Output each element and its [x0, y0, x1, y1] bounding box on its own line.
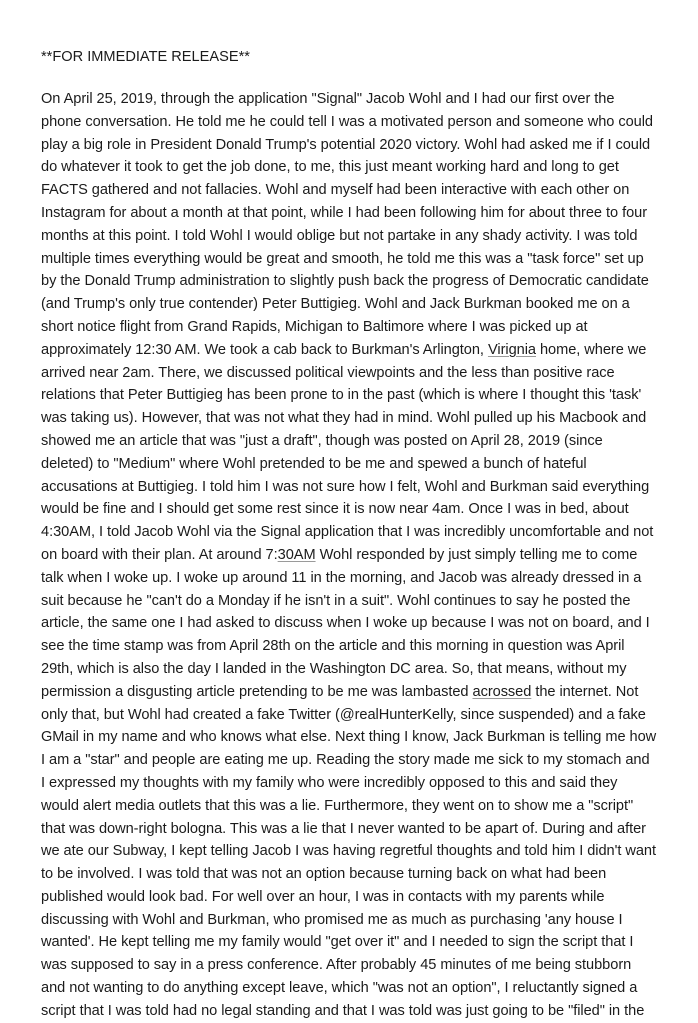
spelling-flag-30am: 30AM — [277, 546, 316, 563]
body-line: relations that Peter Buttigieg has been prone to in the past (which is where I thought this 'task' — [41, 387, 642, 404]
body-line-start: approximately 12:30 AM. We took a cab back to Burkman's Arlington, — [41, 341, 488, 358]
body-line: 29th, which is also the day I landed in the Washington DC area. So, that means, without my — [41, 660, 627, 677]
body-line: talk when I woke up. I woke up around 11 in the morning, and Jacob was already dressed in a — [41, 569, 642, 586]
body-line: do whatever it took to get the job done, to me, this just meant working hard and long to get — [41, 159, 619, 176]
body-line: phone conversation. He told me he could tell I was a motivated person and someone who could — [41, 113, 654, 130]
body-line: play a big role in President Donald Trump's potential 2020 victory. Wohl had asked me if I could — [41, 136, 651, 153]
body-line: (and Trump's only true contender) Peter Buttigieg. Wohl and Jack Burkman booked me on a — [41, 296, 630, 313]
body-line: would be fine and I should get some rest since it is now near 4am. Once I was in bed, about — [41, 501, 629, 518]
body-line: multiple times everything would be great and smooth, he told me this was a "task force" set up — [41, 250, 644, 267]
body-line — [41, 339, 681, 362]
body-line: months at this point. I told Wohl I would oblige but not partake in any shady activity. I was told — [41, 227, 638, 244]
body-line: arrived near 2am. There, we discussed political viewpoints and the less than positive race — [41, 364, 615, 381]
spelling-flag-virignia: Virignia — [487, 341, 536, 358]
body-line: we ate our Subway, I kept telling Jacob I was having regretful thoughts and told him I didn't want — [41, 843, 656, 860]
body-line: published would look bad. For well over an hour, I was in contacts with my parents while — [41, 888, 605, 905]
body-line-end: the internet. Not — [531, 683, 639, 700]
body-line: was taking us). However, that was not what they had in mind. Wohl pulled up his Macbook and — [41, 410, 647, 427]
body-line: I am a "star" and people are eating me up. Reading the story made me sick to my stomach and — [41, 752, 650, 769]
body-line-start: permission a disgusting article pretending to be me was lambasted — [41, 683, 473, 700]
body-line: by the Donald Trump administration to slightly push back the progress of Democratic candidate — [41, 273, 649, 290]
body-line: only that, but Wohl had created a fake Twitter (@realHunterKelly, since suspended) and a fake — [41, 706, 646, 723]
body-line: discussing with Wohl and Burkman, who promised me as much as purchasing 'any house I — [41, 911, 623, 928]
body-line: suit because he "can't do a Monday if he isn't in a suit". Wohl continues to say he posted the — [41, 592, 631, 609]
body-line-end: Wohl responded by just simply telling me to come — [315, 546, 638, 563]
body-line: Instagram for about a month at that point, while I had been following him for about three to four — [41, 204, 648, 221]
body-line: article, the same one I had asked to discuss when I woke up because I was not on board, and I — [41, 615, 650, 632]
release-body — [41, 88, 681, 1023]
body-line: see the time stamp was from April 28th on the article and this morning in question was April — [41, 638, 625, 655]
body-line-end: home, where we — [535, 341, 647, 358]
body-line: accusations at Buttigieg. I told him I was not sure how I felt, Wohl and Burkman said everything — [41, 478, 650, 495]
body-line — [41, 544, 681, 567]
body-line: 4:30AM, I told Jacob Wohl via the Signal application that I was incredibly uncomfortable and not — [41, 524, 654, 541]
body-line: wanted'. He kept telling me my family would "get over it" and I needed to sign the script that I — [41, 934, 634, 951]
spelling-flag-acrossed: acrossed — [472, 683, 532, 700]
body-line: would alert media outlets that this was a lie. Furthermore, they went on to show me a "script" — [41, 797, 634, 814]
body-line: deleted) to "Medium" where Wohl pretended to be me and spewed a bunch of hateful — [41, 455, 587, 472]
body-line: On April 25, 2019, through the application "Signal" Jacob Wohl and I had our first over the — [41, 91, 615, 107]
release-heading: **FOR IMMEDIATE RELEASE** — [41, 49, 250, 65]
body-line: and not wanting to do anything except leave, which "was not an option", I reluctantly signed a — [41, 980, 638, 997]
body-line: I expressed my thoughts with my family who were incredibly opposed to this and said they — [41, 774, 618, 791]
body-line: script that I was told had no legal standing and that I was told was just going to be "filed" in the — [41, 1002, 645, 1019]
body-line: was supposed to say in a press conference. After probably 45 minutes of me being stubborn — [41, 957, 632, 974]
body-line: that was down-right bologna. This was a lie that I never wanted to be apart of. During and after — [41, 820, 646, 837]
body-line: showed me an article that was "just a draft", though was posted on April 28, 2019 (since — [41, 432, 603, 449]
body-line: GMail in my name and who knows what else. Next thing I know, Jack Burkman is telling me how — [41, 729, 657, 746]
body-line: to be involved. I was told that was not an option because turning back on what had been — [41, 866, 607, 883]
body-line: short notice flight from Grand Rapids, Michigan to Baltimore where I was picked up at — [41, 318, 588, 335]
body-line: FACTS gathered and not fallacies. Wohl and myself had been interactive with each other on — [41, 182, 630, 199]
body-line — [41, 681, 681, 704]
body-line-start: on board with their plan. At around 7: — [41, 546, 278, 563]
